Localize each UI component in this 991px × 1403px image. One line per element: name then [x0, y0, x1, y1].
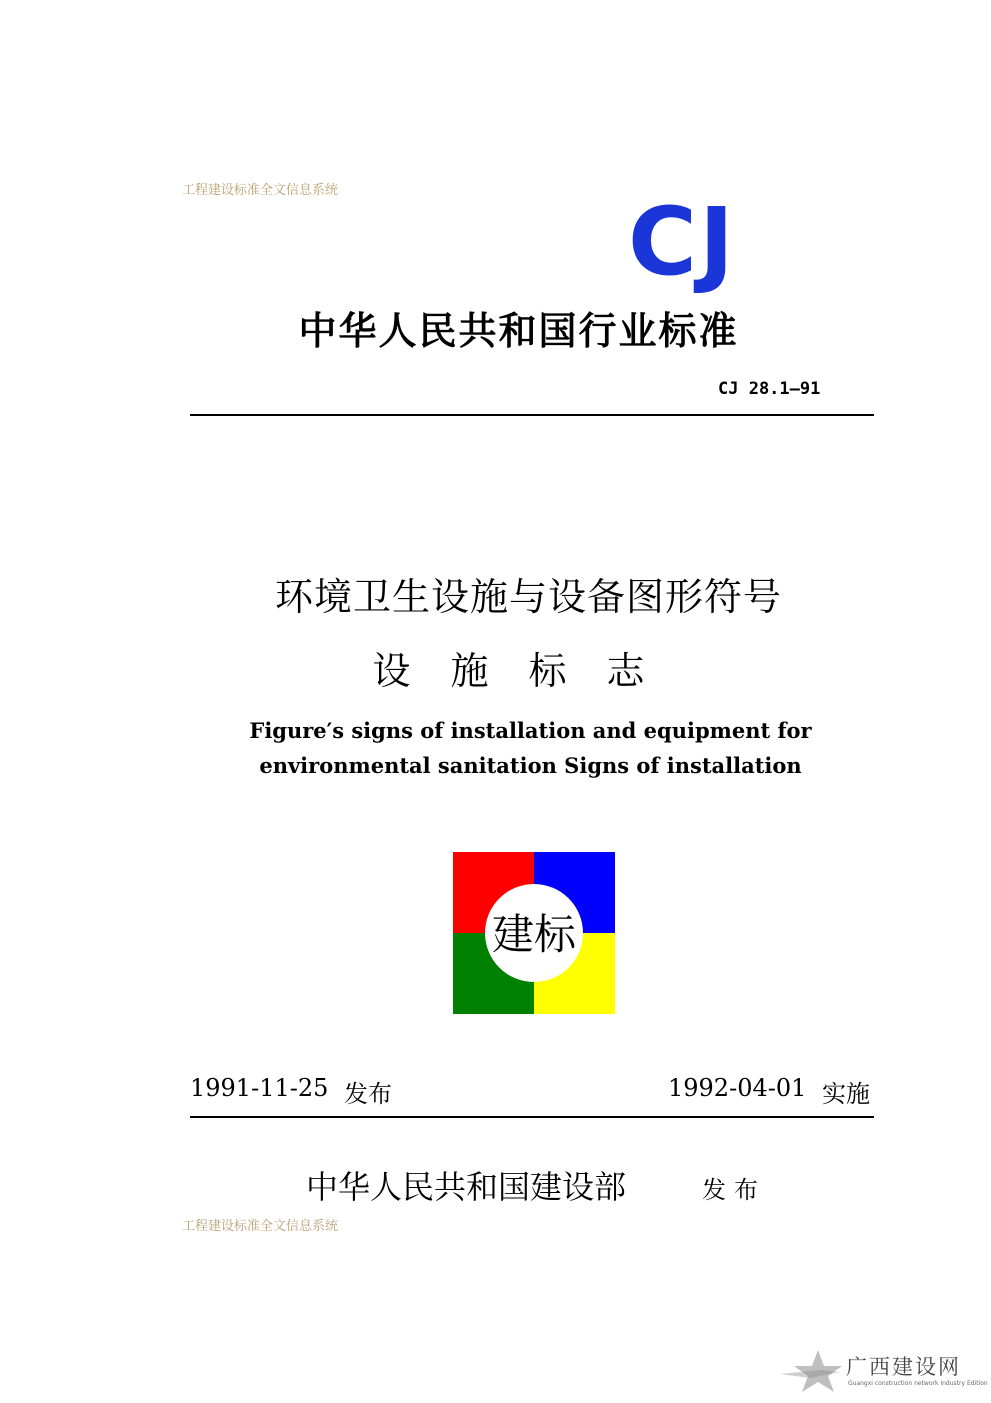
implementation-date: 1992-04-01	[668, 1074, 807, 1102]
title-chinese: 环境卫生设施与设备图形符号	[274, 575, 782, 619]
subtitle-chinese: 设施标志	[372, 649, 685, 693]
emblem-text: 建标	[491, 910, 577, 959]
divider-bottom	[190, 1116, 874, 1118]
issue-date: 1991-11-25	[190, 1074, 329, 1102]
watermark-top: 工程建设标准全文信息系统	[182, 183, 339, 198]
watermark-bottom: 工程建设标准全文信息系统	[182, 1219, 339, 1234]
standard-org-title: 中华人民共和国行业标准	[298, 309, 739, 353]
standard-number: CJ 28.1—91	[718, 379, 821, 399]
site-name: 广西建设网	[846, 1355, 961, 1379]
title-english-line2: environmental sanitation Signs of installation	[259, 753, 802, 778]
cj-logo: CJ	[628, 188, 736, 297]
issue-label: 发布	[344, 1080, 392, 1108]
jianbiao-emblem	[453, 852, 615, 1014]
publisher: 中华人民共和国建设部	[306, 1168, 627, 1206]
star-icon	[780, 1350, 842, 1392]
site-tagline: Guangxi construction network Industry Edition	[848, 1380, 988, 1387]
publish-label: 发布	[702, 1176, 766, 1204]
implementation-label: 实施	[822, 1080, 870, 1108]
title-english-line1: Figure′s signs of installation and equipment for	[249, 718, 812, 743]
divider-top	[190, 414, 874, 416]
